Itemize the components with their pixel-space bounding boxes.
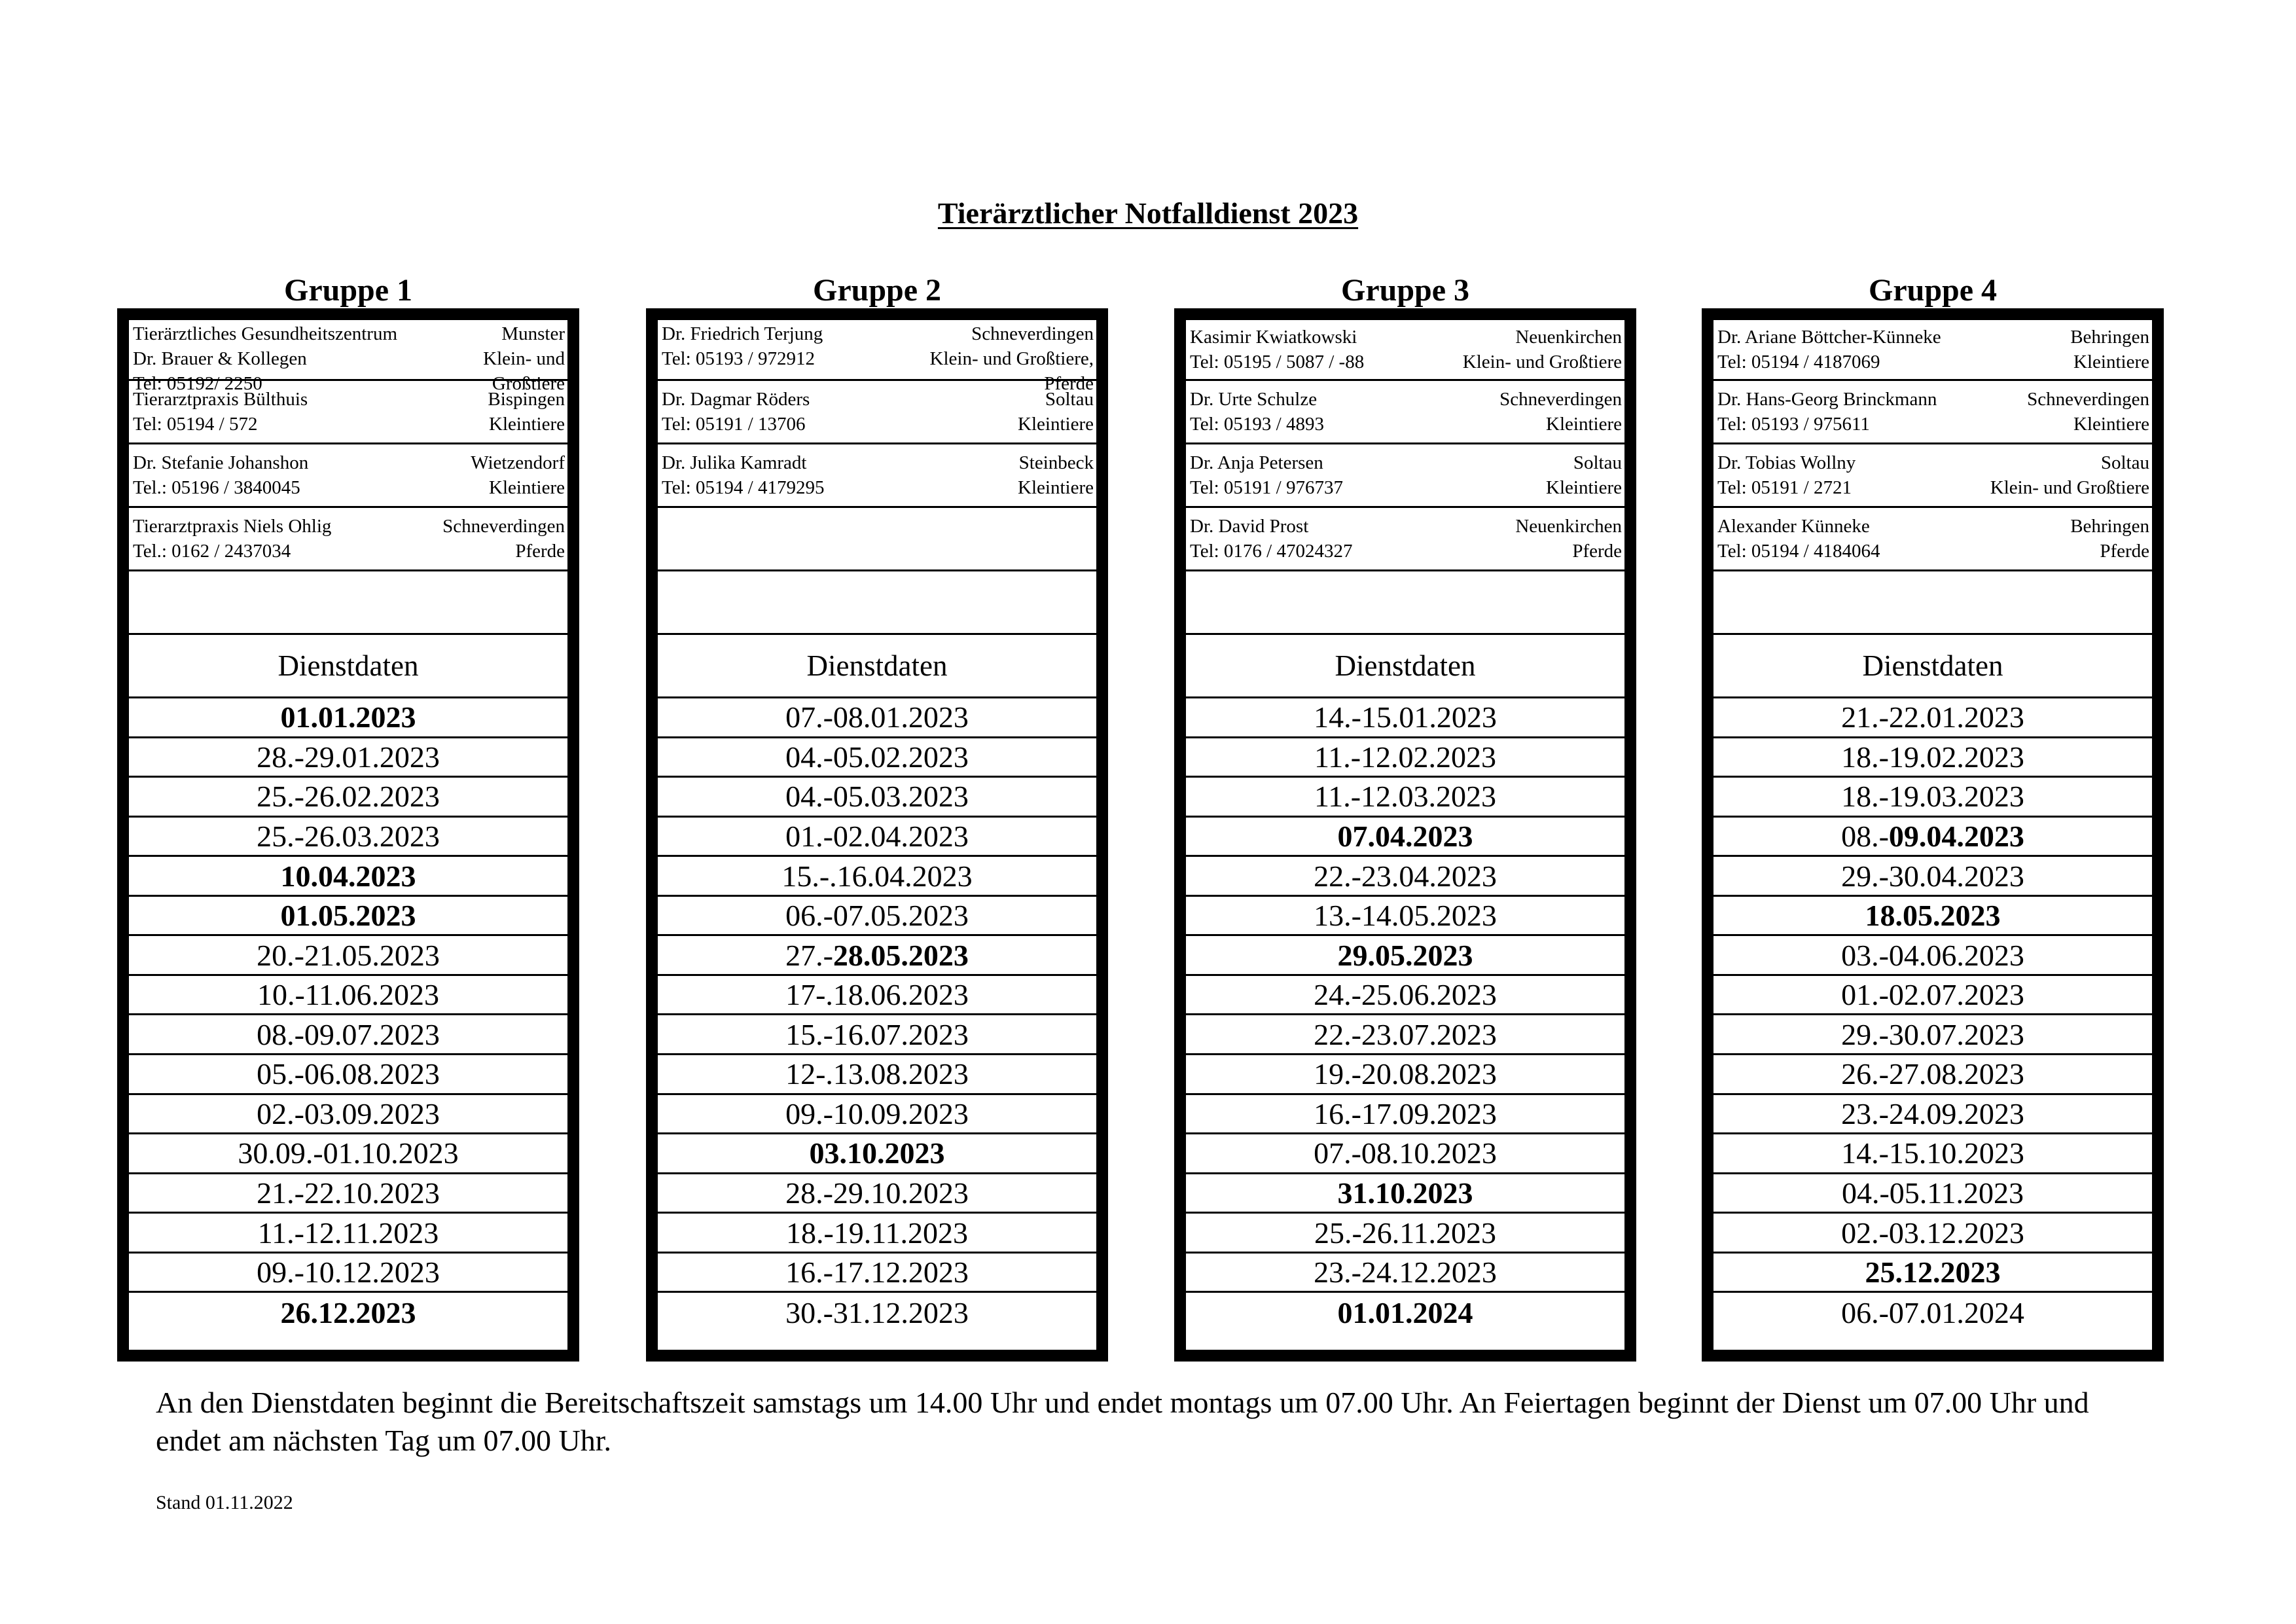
contact-cell [1713,508,2152,571]
contact-line [1713,450,2152,475]
duty-date-text: 25.12.2023 [1865,1255,2001,1290]
contact-cell [129,508,567,571]
duty-date-text: 31.10.2023 [1337,1176,1473,1210]
contact-location: Steinbeck [1018,452,1094,473]
contact-line [129,346,567,371]
contact-location: Klein- und Großtiere [1462,352,1622,372]
contact-location: Klein- und [483,348,565,369]
contact-line [129,412,567,437]
contact-line [129,475,567,500]
group-heading: Gruppe 3 [1340,273,1470,308]
duty-date-text: 19.-20.08.2023 [1314,1057,1497,1091]
contact-location: Klein- und Großtiere, [929,348,1094,369]
duty-date [1713,1293,2152,1333]
contact-line [1713,514,2152,539]
duty-date-text: 25.-26.03.2023 [257,819,440,853]
contact-location: Schneverdingen [2027,389,2149,410]
contact-cell [1186,444,1624,508]
group-heading: Gruppe 1 [283,273,413,308]
duty-date [129,897,567,937]
contact-name: Dr. Urte Schulze [1190,389,1318,410]
duty-date [129,1293,567,1333]
duty-date-text: 13.-14.05.2023 [1314,899,1497,933]
duty-date-text: 29.-30.04.2023 [1841,859,2024,893]
contact-line [1713,412,2152,437]
contact-line [1186,450,1624,475]
contact-name: Tel: 05191 / 13706 [662,414,806,435]
duty-date-text: 18.-19.11.2023 [785,1216,969,1250]
duty-date-text: 06.-07.05.2023 [785,899,969,933]
contact-name: Dr. Brauer & Kollegen [133,348,307,369]
duty-date [1713,936,2152,976]
duty-date [658,857,1096,897]
duty-date-text: 07.04.2023 [1337,819,1473,853]
duty-date [1186,1015,1624,1055]
duty-date [129,1134,567,1174]
duty-date-text: 23.-24.12.2023 [1314,1255,1497,1290]
duty-date [129,818,567,857]
duty-date-text: 18.-19.02.2023 [1841,740,2024,774]
duty-date-text: 25.-26.11.2023 [1314,1216,1497,1250]
contact-cell [1186,508,1624,571]
duty-date [658,1055,1096,1095]
contact-cell [658,444,1096,508]
duty-date [1713,738,2152,778]
duty-date [1713,976,2152,1016]
duty-date [1713,897,2152,937]
contact-line [1186,539,1624,564]
contact-name: Tel: 05193 / 4893 [1190,414,1324,435]
contact-line [129,321,567,346]
duty-date-text: 01.01.2023 [280,700,416,734]
duty-date-text: 15.-.16.04.2023 [781,859,973,893]
duty-date-text: 28.-29.01.2023 [257,740,440,774]
contact-location: Klein- und Großtiere [1990,477,2149,498]
group-table [646,308,1108,1362]
duty-date [1186,976,1624,1016]
group-table [1174,308,1636,1362]
duty-date-text: 03.10.2023 [809,1136,945,1170]
contact-name: Dr. Anja Petersen [1190,452,1323,473]
duty-date-text: 14.-15.10.2023 [1841,1136,2024,1170]
duty-date-text: 01.01.2024 [1337,1296,1473,1330]
duty-date-text: 04.-05.11.2023 [1841,1176,2024,1210]
contact-location: Kleintiere [2073,414,2149,435]
duty-date [129,1254,567,1293]
contact-cell [129,444,567,508]
duty-date-text: 18.05.2023 [1865,899,2001,933]
duty-date-text: 23.-24.09.2023 [1841,1096,2024,1130]
contact-cell [658,320,1096,394]
duty-date [1186,1214,1624,1254]
contact-line [658,321,1096,346]
contact-location: Pferde [1572,541,1622,562]
contact-cell [129,381,567,444]
duty-date [129,1015,567,1055]
duty-date [1186,1293,1624,1333]
contact-name: Alexander Künneke [1717,516,1870,537]
duty-date-text: 11.-12.11.2023 [257,1216,439,1250]
empty-contact-cell [658,571,1096,635]
duty-date-text: 26.12.2023 [280,1296,416,1330]
contact-location: Behringen [2070,516,2149,537]
duty-date [1713,1055,2152,1095]
duty-date-text: 24.-25.06.2023 [1314,978,1497,1012]
duty-date [658,1134,1096,1174]
contact-name: Dr. Tobias Wollny [1717,452,1856,473]
duty-date [658,897,1096,937]
contact-location: Schneverdingen [442,516,565,537]
duty-date-text: 02.-03.12.2023 [1841,1216,2024,1250]
duty-date [658,778,1096,818]
duty-date-text: 05.-06.08.2023 [257,1057,440,1091]
duty-date [1186,818,1624,857]
duty-date-text: 30.-31.12.2023 [785,1296,969,1330]
contact-line [1186,412,1624,437]
duty-date [1713,1015,2152,1055]
contact-cell [1186,320,1624,381]
duty-date [1186,857,1624,897]
duty-date [658,1254,1096,1293]
contact-line [1713,387,2152,412]
contact-line [1186,475,1624,500]
duty-date-holiday: 09.04.2023 [1888,819,2024,853]
contact-line [658,387,1096,412]
duty-date [1186,1254,1624,1293]
duty-date [1186,1134,1624,1174]
contact-line [1186,387,1624,412]
duty-date-text: 09.-10.09.2023 [785,1096,969,1130]
contact-name: Tel: 05191 / 976737 [1190,477,1343,498]
duty-date-text: 03.-04.06.2023 [1841,938,2024,972]
contact-name: Tel.: 05196 / 3840045 [133,477,300,498]
duty-date-text: 20.-21.05.2023 [257,938,440,972]
contact-name: Tel: 05194 / 4187069 [1717,352,1880,372]
duty-date [1186,778,1624,818]
duty-date-text: 06.-07.01.2024 [1841,1296,2024,1330]
duty-date-text: 27.- [785,938,833,972]
duty-date [658,1293,1096,1333]
duty-date-text: 28.-29.10.2023 [785,1176,969,1210]
contact-location: Soltau [1045,389,1094,410]
duty-date [1713,1134,2152,1174]
contact-name: Tel: 05191 / 2721 [1717,477,1852,498]
duty-date-text: 21.-22.10.2023 [257,1176,440,1210]
contact-name: Dr. Stefanie Johanshon [133,452,309,473]
duty-date-text: 01.-02.07.2023 [1841,978,2024,1012]
duty-date-text: 15.-16.07.2023 [785,1017,969,1051]
contact-line [1713,539,2152,564]
duty-date-text: 26.-27.08.2023 [1841,1057,2024,1091]
contact-location: Neuenkirchen [1515,516,1622,537]
duty-date-text: 18.-19.03.2023 [1841,780,2024,814]
contact-location: Bispingen [488,389,565,410]
duty-date-text: 16.-17.12.2023 [785,1255,969,1290]
duty-date-text: 17-.18.06.2023 [785,978,969,1012]
contact-cell [1186,381,1624,444]
duty-date-text: 11.-12.03.2023 [1314,780,1497,814]
duty-date-text: 04.-05.02.2023 [785,740,969,774]
duty-date-text: 16.-17.09.2023 [1314,1096,1497,1130]
duty-date [1713,1254,2152,1293]
contact-name: Dr. Ariane Böttcher-Künneke [1717,327,1941,348]
duty-date [1713,818,2152,857]
duty-date [1713,778,2152,818]
duty-date [1713,698,2152,738]
duty-date [129,1214,567,1254]
duty-date [129,976,567,1016]
contact-name: Tel: 05195 / 5087 / -88 [1190,352,1365,372]
duty-date [1186,698,1624,738]
contact-line [1713,475,2152,500]
contact-line [1186,514,1624,539]
contact-name: Tierarztpraxis Bülthuis [133,389,308,410]
duty-date-text: 22.-23.07.2023 [1314,1017,1497,1051]
duty-date [1713,1095,2152,1135]
duty-date-text: 25.-26.02.2023 [257,780,440,814]
contact-line [129,387,567,412]
duty-date [129,1095,567,1135]
duty-date [1186,1095,1624,1135]
contact-location: Kleintiere [1018,477,1094,498]
dienstdaten-header: Dienstdaten [1713,635,2152,698]
contact-line [658,450,1096,475]
duty-date [129,1174,567,1214]
contact-cell [1713,444,2152,508]
contact-name: Tel: 05194 / 572 [133,414,258,435]
duty-date [1713,1214,2152,1254]
duty-date-text: 04.-05.03.2023 [785,780,969,814]
duty-date-text: 14.-15.01.2023 [1314,700,1497,734]
duty-date [129,738,567,778]
contact-cell [658,381,1096,444]
group-table [1702,308,2164,1362]
contact-location: Neuenkirchen [1515,327,1622,348]
contact-location: Kleintiere [2073,352,2149,372]
contact-location: Soltau [1573,452,1622,473]
title-text: Tierärztlicher Notfalldienst 2023 [937,196,1359,230]
empty-contact-cell [1713,571,2152,635]
contact-location: Pferde [515,541,565,562]
contact-location: Schneverdingen [971,323,1094,344]
contact-name: Dr. Friedrich Terjung [662,323,823,344]
dienstdaten-header: Dienstdaten [1186,635,1624,698]
duty-date-text: 07.-08.10.2023 [1314,1136,1497,1170]
empty-contact-cell [1186,571,1624,635]
duty-date-text: 07.-08.01.2023 [785,700,969,734]
contact-location: Munster [501,323,565,344]
duty-date [658,976,1096,1016]
duty-date-text: 08.- [1841,819,1889,853]
dienstdaten-header: Dienstdaten [129,635,567,698]
duty-date [129,857,567,897]
duty-date [1186,738,1624,778]
contact-name: Dr. Dagmar Röders [662,389,810,410]
contact-line [658,412,1096,437]
contact-line [129,450,567,475]
duty-date-text: 22.-23.04.2023 [1314,859,1497,893]
duty-date [658,1095,1096,1135]
contact-location: Soltau [2100,452,2149,473]
group-table [117,308,579,1362]
duty-date [658,698,1096,738]
duty-date [658,1214,1096,1254]
contact-location: Kleintiere [1018,414,1094,435]
duty-date-text: 11.-12.02.2023 [1314,740,1497,774]
contact-line [1713,350,2152,374]
duty-date [658,936,1096,976]
duty-date [1186,897,1624,937]
contact-location: Kleintiere [489,414,565,435]
contact-name: Tel: 05193 / 972912 [662,348,815,369]
contact-cell [1713,381,2152,444]
empty-contact-cell [129,571,567,635]
duty-date-text: 02.-03.09.2023 [257,1096,440,1130]
contact-location: Schneverdingen [1499,389,1622,410]
duty-date [129,778,567,818]
contact-line [1186,350,1624,374]
contact-name: Tel: 0176 / 47024327 [1190,541,1353,562]
contact-name: Tel: 05194 / 4184064 [1717,541,1880,562]
duty-date [129,1055,567,1095]
contact-line [658,346,1096,371]
contact-name: Dr. Julika Kamradt [662,452,807,473]
duty-date-text: 21.-22.01.2023 [1841,700,2024,734]
duty-date-text: 08.-09.07.2023 [257,1017,440,1051]
contact-location: Kleintiere [1546,414,1622,435]
duty-date-text: 12-.13.08.2023 [785,1057,969,1091]
contact-cell [1713,320,2152,381]
duty-date-text: 01.05.2023 [280,899,416,933]
duty-date [1713,857,2152,897]
contact-line [658,475,1096,500]
duty-date-text: 29.05.2023 [1337,938,1473,972]
duty-date [1186,1174,1624,1214]
contact-name: Dr. David Prost [1190,516,1309,537]
contact-location: Kleintiere [489,477,565,498]
duty-date [658,738,1096,778]
contact-name: Tel: 05193 / 975611 [1717,414,1870,435]
duty-date-text: 30.09.-01.10.2023 [238,1136,459,1170]
contact-location: Kleintiere [1546,477,1622,498]
duty-date [129,698,567,738]
duty-date-text: 01.-02.04.2023 [785,819,969,853]
duty-date-text: 09.-10.12.2023 [257,1255,440,1290]
duty-date-holiday: 28.05.2023 [833,938,969,972]
contact-line [129,514,567,539]
duty-date [658,1174,1096,1214]
stand-date: Stand 01.11.2022 [156,1492,293,1513]
contact-name: Tel: 05192/ 2250 [133,373,262,394]
service-note: An den Dienstdaten beginnt die Bereitschaftszeit samstags um 14.00 Uhr und endet montags um 07.00 Uhr. An Feiertagen beginnt der Dienst um 07.00 Uhr und endet am nächsten Tag um 07.00 Uhr. [156,1386,2089,1457]
contact-location: Großtiere [492,373,565,394]
duty-date-text: 10.-11.06.2023 [257,978,440,1012]
duty-date [1186,1055,1624,1095]
group-heading: Gruppe 2 [812,273,942,308]
empty-contact-cell [658,508,1096,571]
duty-date [658,1015,1096,1055]
page-title [0,194,2296,233]
duty-date [129,936,567,976]
contact-location: Wietzendorf [471,452,565,473]
contact-name: Tierärztliches Gesundheitszentrum [133,323,398,344]
contact-name: Dr. Hans-Georg Brinckmann [1717,389,1937,410]
duty-date [1713,1174,2152,1214]
duty-date-text: 10.04.2023 [280,859,416,893]
duty-date-text: 29.-30.07.2023 [1841,1017,2024,1051]
contact-name: Tel: 05194 / 4179295 [662,477,825,498]
contact-location: Behringen [2070,327,2149,348]
contact-name: Tierarztpraxis Niels Ohlig [133,516,332,537]
dienstdaten-header: Dienstdaten [658,635,1096,698]
contact-location: Pferde [2100,541,2149,562]
contact-location: Pferde [1044,373,1094,394]
contact-line [1186,325,1624,350]
contact-line [129,539,567,564]
duty-date [1186,936,1624,976]
contact-name: Tel.: 0162 / 2437034 [133,541,291,562]
contact-cell [129,320,567,394]
duty-date [658,818,1096,857]
contact-name: Kasimir Kwiatkowski [1190,327,1357,348]
group-heading: Gruppe 4 [1868,273,1998,308]
contact-line [1713,325,2152,350]
